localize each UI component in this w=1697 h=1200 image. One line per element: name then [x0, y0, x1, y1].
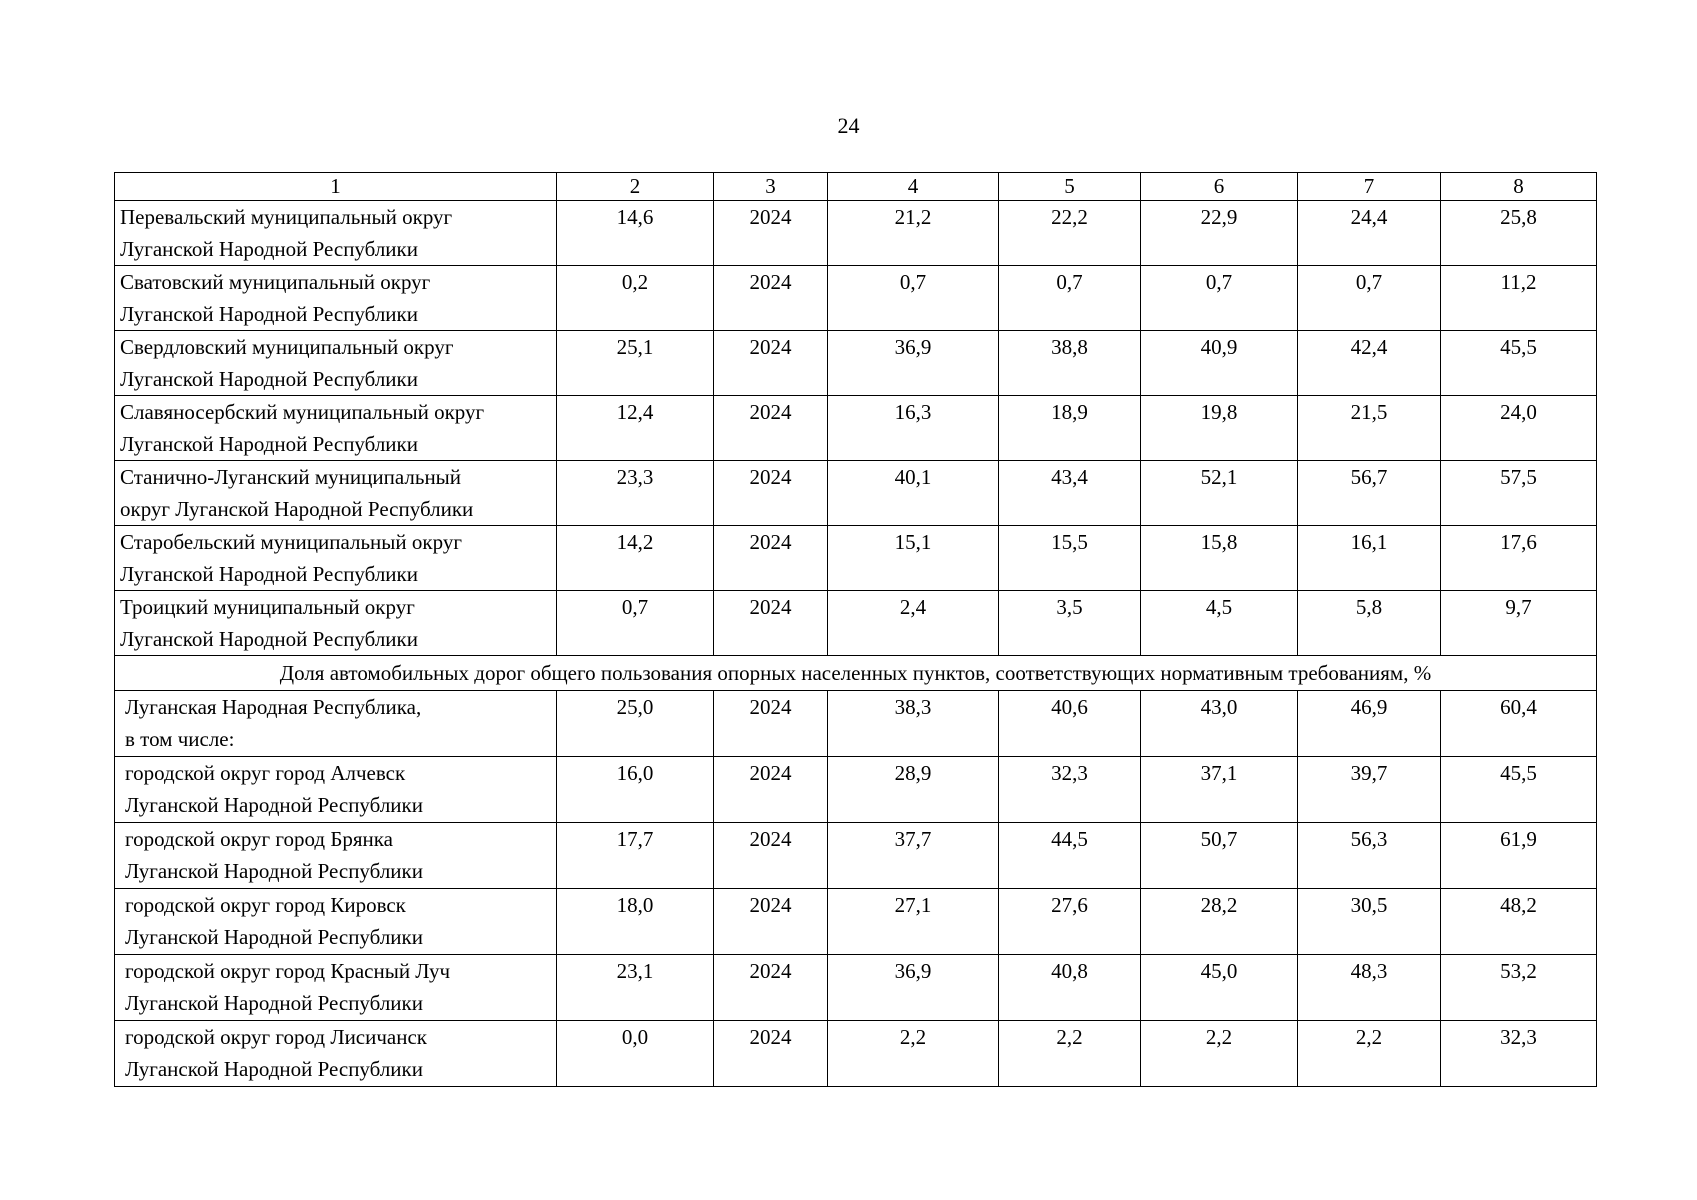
territory-name-cell	[115, 266, 557, 331]
header-cell: 6	[1141, 173, 1298, 201]
territory-name-line: Луганской Народной Республики	[120, 627, 418, 651]
value-cell: 0,7	[557, 591, 714, 656]
value-cell: 2024	[714, 955, 828, 1021]
territory-name-line: Луганской Народной Республики	[125, 793, 423, 817]
value-cell: 40,9	[1141, 331, 1298, 396]
value-cell: 4,5	[1141, 591, 1298, 656]
value-cell: 19,8	[1141, 396, 1298, 461]
territory-name-line: Сватовский муниципальный округ	[120, 270, 431, 294]
value-cell: 28,9	[828, 757, 999, 823]
value-cell: 2024	[714, 396, 828, 461]
value-cell: 0,2	[557, 266, 714, 331]
territory-name-line: Славяносербский муниципальный округ	[120, 400, 485, 424]
table-row	[115, 526, 1597, 591]
header-cell: 5	[999, 173, 1141, 201]
value-cell: 42,4	[1298, 331, 1441, 396]
territory-name-cell	[115, 591, 557, 656]
table-row	[115, 757, 1597, 823]
indicator-table	[114, 172, 1597, 1087]
value-cell: 2024	[714, 331, 828, 396]
territory-name-cell	[115, 955, 557, 1021]
territory-name-line: Свердловский муниципальный округ	[120, 335, 454, 359]
territory-name-cell	[115, 823, 557, 889]
territory-name-line: городской округ город Кировск	[125, 893, 406, 917]
value-cell: 16,3	[828, 396, 999, 461]
value-cell: 17,6	[1441, 526, 1597, 591]
value-cell: 15,8	[1141, 526, 1298, 591]
value-cell: 61,9	[1441, 823, 1597, 889]
value-cell: 2,2	[1298, 1021, 1441, 1087]
value-cell: 2024	[714, 757, 828, 823]
value-cell: 16,1	[1298, 526, 1441, 591]
value-cell: 2024	[714, 461, 828, 526]
table-row	[115, 331, 1597, 396]
header-cell: 8	[1441, 173, 1597, 201]
value-cell: 2024	[714, 201, 828, 266]
table-row	[115, 823, 1597, 889]
value-cell: 5,8	[1298, 591, 1441, 656]
territory-name-line: Старобельский муниципальный округ	[120, 530, 462, 554]
table-group-urban-districts	[115, 691, 1597, 1087]
table-row	[115, 396, 1597, 461]
value-cell: 50,7	[1141, 823, 1298, 889]
value-cell: 37,1	[1141, 757, 1298, 823]
territory-name-line: Луганской Народной Республики	[125, 1057, 423, 1081]
territory-name-line: в том числе:	[125, 727, 235, 751]
value-cell: 21,2	[828, 201, 999, 266]
value-cell: 27,6	[999, 889, 1141, 955]
territory-name-line: Луганской Народной Республики	[120, 562, 418, 586]
value-cell: 2024	[714, 823, 828, 889]
value-cell: 0,7	[1141, 266, 1298, 331]
value-cell: 46,9	[1298, 691, 1441, 757]
value-cell: 0,7	[999, 266, 1141, 331]
value-cell: 25,8	[1441, 201, 1597, 266]
value-cell: 43,4	[999, 461, 1141, 526]
value-cell: 45,5	[1441, 757, 1597, 823]
territory-name-cell	[115, 1021, 557, 1087]
value-cell: 57,5	[1441, 461, 1597, 526]
value-cell: 40,8	[999, 955, 1141, 1021]
value-cell: 27,1	[828, 889, 999, 955]
value-cell: 9,7	[1441, 591, 1597, 656]
value-cell: 39,7	[1298, 757, 1441, 823]
value-cell: 36,9	[828, 955, 999, 1021]
value-cell: 2,2	[1141, 1021, 1298, 1087]
value-cell: 32,3	[999, 757, 1141, 823]
table-row	[115, 955, 1597, 1021]
value-cell: 16,0	[557, 757, 714, 823]
territory-name-line: городской округ город Брянка	[125, 827, 393, 851]
value-cell: 11,2	[1441, 266, 1597, 331]
value-cell: 2024	[714, 691, 828, 757]
value-cell: 15,1	[828, 526, 999, 591]
territory-name-line: Луганской Народной Республики	[125, 859, 423, 883]
value-cell: 2024	[714, 266, 828, 331]
table-header	[115, 173, 1597, 201]
value-cell: 44,5	[999, 823, 1141, 889]
value-cell: 40,6	[999, 691, 1141, 757]
territory-name-line: Луганской Народной Республики	[125, 925, 423, 949]
value-cell: 14,6	[557, 201, 714, 266]
header-cell: 2	[557, 173, 714, 201]
value-cell: 43,0	[1141, 691, 1298, 757]
value-cell: 2,4	[828, 591, 999, 656]
territory-name-line: Луганской Народной Республики	[120, 237, 418, 261]
value-cell: 18,0	[557, 889, 714, 955]
value-cell: 40,1	[828, 461, 999, 526]
value-cell: 3,5	[999, 591, 1141, 656]
value-cell: 17,7	[557, 823, 714, 889]
page-number: 24	[837, 113, 860, 138]
value-cell: 32,3	[1441, 1021, 1597, 1087]
value-cell: 56,7	[1298, 461, 1441, 526]
territory-name-line: городской округ город Красный Луч	[125, 959, 451, 983]
territory-name-line: Станично-Луганский муниципальный	[120, 465, 462, 489]
territory-name-cell	[115, 461, 557, 526]
value-cell: 18,9	[999, 396, 1141, 461]
value-cell: 2024	[714, 591, 828, 656]
table-section	[115, 656, 1597, 691]
value-cell: 24,4	[1298, 201, 1441, 266]
table-row	[115, 591, 1597, 656]
value-cell: 15,5	[999, 526, 1141, 591]
territory-name-line: Луганской Народной Республики	[125, 991, 423, 1015]
value-cell: 2024	[714, 889, 828, 955]
value-cell: 37,7	[828, 823, 999, 889]
value-cell: 45,5	[1441, 331, 1597, 396]
header-cell: 1	[115, 173, 557, 201]
section-title: Доля автомобильных дорог общего пользования опорных населенных пунктов, соответствующих нормативным требованиям, %	[115, 656, 1597, 691]
table-row	[115, 461, 1597, 526]
territory-name-cell	[115, 889, 557, 955]
territory-name-cell	[115, 396, 557, 461]
territory-name-cell	[115, 757, 557, 823]
value-cell: 52,1	[1141, 461, 1298, 526]
value-cell: 56,3	[1298, 823, 1441, 889]
table-row	[115, 266, 1597, 331]
value-cell: 0,7	[1298, 266, 1441, 331]
territory-name-line: округ Луганской Народной Республики	[120, 497, 474, 521]
value-cell: 60,4	[1441, 691, 1597, 757]
territory-name-line: городской округ город Алчевск	[125, 761, 406, 785]
territory-name-cell	[115, 331, 557, 396]
territory-name-cell	[115, 526, 557, 591]
value-cell: 23,3	[557, 461, 714, 526]
value-cell: 53,2	[1441, 955, 1597, 1021]
value-cell: 24,0	[1441, 396, 1597, 461]
value-cell: 22,9	[1141, 201, 1298, 266]
value-cell: 2,2	[828, 1021, 999, 1087]
value-cell: 38,8	[999, 331, 1141, 396]
header-cell: 7	[1298, 173, 1441, 201]
value-cell: 2024	[714, 1021, 828, 1087]
territory-name-line: городской округ город Лисичанск	[125, 1025, 428, 1049]
table-row	[115, 691, 1597, 757]
territory-name-line: Перевальский муниципальный округ	[120, 205, 453, 229]
value-cell: 2,2	[999, 1021, 1141, 1087]
value-cell: 38,3	[828, 691, 999, 757]
value-cell: 28,2	[1141, 889, 1298, 955]
territory-name-line: Луганской Народной Республики	[120, 367, 418, 391]
value-cell: 12,4	[557, 396, 714, 461]
section-row	[115, 656, 1597, 691]
value-cell: 36,9	[828, 331, 999, 396]
value-cell: 21,5	[1298, 396, 1441, 461]
value-cell: 25,1	[557, 331, 714, 396]
value-cell: 2024	[714, 526, 828, 591]
territory-name-line: Луганской Народной Республики	[120, 432, 418, 456]
territory-name-line: Луганской Народной Республики	[120, 302, 418, 326]
territory-name-cell	[115, 691, 557, 757]
territory-name-line: Троицкий муниципальный округ	[120, 595, 415, 619]
table-row	[115, 201, 1597, 266]
table-row	[115, 1021, 1597, 1087]
table-group-municipal-districts	[115, 201, 1597, 656]
table-row	[115, 889, 1597, 955]
value-cell: 14,2	[557, 526, 714, 591]
value-cell: 0,7	[828, 266, 999, 331]
territory-name-line: Луганская Народная Республика,	[125, 695, 422, 719]
territory-name-cell	[115, 201, 557, 266]
header-row	[115, 173, 1597, 201]
value-cell: 0,0	[557, 1021, 714, 1087]
value-cell: 48,3	[1298, 955, 1441, 1021]
value-cell: 25,0	[557, 691, 714, 757]
header-cell: 3	[714, 173, 828, 201]
value-cell: 23,1	[557, 955, 714, 1021]
value-cell: 48,2	[1441, 889, 1597, 955]
value-cell: 45,0	[1141, 955, 1298, 1021]
value-cell: 30,5	[1298, 889, 1441, 955]
value-cell: 22,2	[999, 201, 1141, 266]
header-cell: 4	[828, 173, 999, 201]
